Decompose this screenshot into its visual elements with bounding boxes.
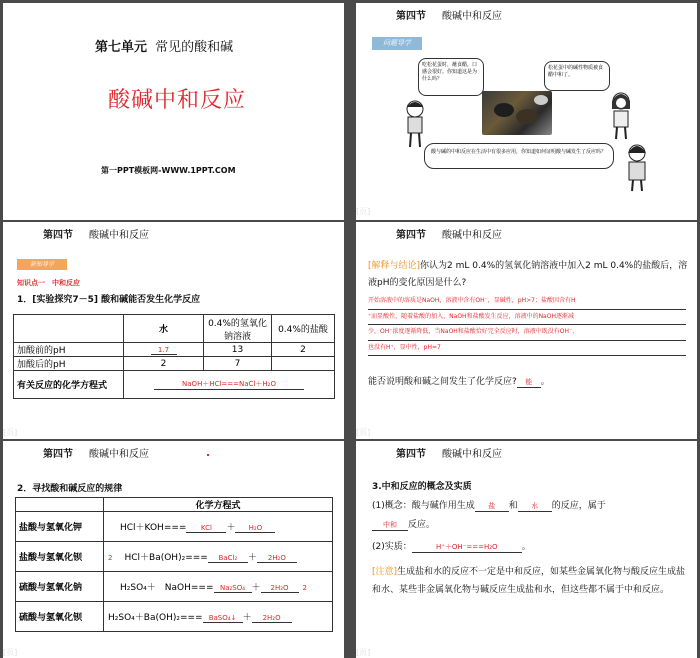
page-number: 4 [687,425,693,435]
slide-indicator: [页] [3,428,18,437]
table-row [14,357,335,371]
section-title: 酸碱中和反应 [89,449,149,460]
question2-end: 。 [540,377,550,387]
row-label: 加酸后的pH [14,357,124,371]
page-number: 1 [333,204,339,214]
section-title: 酸碱中和反应 [442,449,502,460]
slide-4-thumbnail[interactable] [356,222,697,439]
slide-5-thumbnail[interactable] [3,441,344,658]
equation-lhs: H₂SO₄＋Ba(OH)₂=== [108,613,203,623]
unit-label: 第七单元 [95,40,148,55]
plus-sign: ＋ [226,523,236,533]
new-knowledge-badge [17,259,67,270]
teacher-illustration [620,143,654,193]
section-number: 第四节 [43,449,73,460]
banner-label: 问题导学 [383,39,411,47]
page-number: 2 [687,204,693,214]
salt-blank: 盐 [475,501,509,512]
row-label: 盐酸与氢氧化钾 [16,512,104,542]
unit-title: 常见的酸和碱 [155,40,234,55]
essence-label: (2)实质： [372,542,412,552]
section-title: 酸碱中和反应 [89,230,149,241]
table-header-row [16,498,333,512]
header-blank-cell [16,498,104,512]
concept-text-a: (1)概念：酸与碱作用生成 [372,501,475,511]
bubble-bottom-text: 酸与碱的中和反应在生活中有很多应用，你知道如何证明酸与碱发生了反应吗？ [431,149,607,155]
product-blank-1: Na₂SO₄ [214,584,252,593]
slide-header [356,222,697,244]
slide-header [356,3,697,25]
essence-end: 。 [521,542,531,552]
footer-text: 第一PPT模板网-WWW.1PPT.COM [101,166,236,175]
equation-lhs: H₂SO₄＋ NaOH=== [120,583,214,593]
section-title: 酸碱中和反应 [442,11,502,22]
table-row [14,371,335,399]
experiment-table [13,314,335,399]
slide-indicator: [页] [3,648,18,657]
speech-bubble-right [544,61,610,91]
section-number: 第四节 [43,230,73,241]
equations-table [15,497,333,632]
row-label: 硫酸与氢氧化钠 [16,572,104,602]
table-row [16,602,333,632]
lesson-title: 酸碱中和反应 [108,88,247,113]
question-block [368,258,688,292]
slide-indicator: [页] [356,648,371,657]
knowledge-point: 知识点一 中和反应 [17,279,80,287]
concept-heading: 3.中和反应的概念及实质 [372,482,472,492]
note-block [372,563,688,599]
conclusion-tag: [解释与结论] [368,261,421,271]
page-number: 6 [687,646,693,656]
answer-line: 开始溶液中的溶质是NaOH，溶液中含有OH⁻，显碱性，pH>7；盐酸因含有H [368,294,686,310]
table-row [14,343,335,357]
product-blank-2: 2H₂O [261,584,299,593]
page-number: 3 [333,425,339,435]
table-cell: 2 [124,357,204,371]
slide-header [356,441,697,463]
essence-blank: H⁺＋OH⁻===H₂O [412,542,522,553]
concept-line-2 [372,517,435,531]
question2-text: 能否说明酸和碱之间发生了化学反应? [368,377,517,387]
boy-illustration [400,99,430,149]
plus-sign: ＋ [251,583,261,593]
table-row [16,542,333,572]
plus-sign: ＋ [242,613,252,623]
question2-block [368,374,550,388]
coefficient: 2 [108,554,113,562]
product-blank-1: BaSO₄↓ [203,614,243,623]
neutralization-blank: 中和 [372,520,408,531]
century-egg-photo [482,91,552,135]
slide-indicator: [页] [356,207,371,216]
product-blank-1: KCl [186,524,226,533]
slide-header [3,441,344,463]
row-label: 加酸前的pH [14,343,124,357]
plus-sign: ＋ [247,553,257,563]
bubble-right-text: 松花蛋中的碱性物质被食醋中和了。 [548,65,604,78]
experiment-heading: 1．[实验探究7－5] 酸和碱能否发生化学反应 [17,295,201,305]
table-row [16,512,333,542]
banner-ribbon [372,37,422,50]
equation-cell [124,371,335,399]
slide-indicator: [页] [356,428,371,437]
note-text: 生成盐和水的反应不一定是中和反应，如某些金属氧化物与酸反应生成盐和水、某些非金属氧化物与碱反应生成盐和水，但这些都不属于中和反应。 [372,567,686,595]
equation-cell [104,572,333,602]
header-cell: 0.4%的盐酸 [272,315,335,343]
page-number: 5 [333,646,339,656]
unit-heading [95,36,233,55]
concept-text-d: 反应。 [408,520,436,530]
table-header-row [14,315,335,343]
section-number: 第四节 [396,230,426,241]
product-blank-2: 2H₂O [252,614,292,623]
answer-block [368,294,686,356]
header-blank-cell [14,315,124,343]
equation-lhs: HCl＋Ba(OH)₂=== [124,553,208,563]
header-cell: 水 [124,315,204,343]
rule-heading: 2．寻找酸和碱反应的规律 [17,484,123,494]
answer-line: 也没有H⁺，显中性，pH=7 [368,341,686,357]
header-cell: 化学方程式 [104,498,333,512]
badge-label: 新知导学 [29,261,54,268]
equation-answer: NaOH＋HCl===NaCl＋H₂O [154,379,304,390]
concept-line [372,498,606,512]
table-cell: 7 [204,357,272,371]
section-number: 第四节 [396,11,426,22]
section-title: 酸碱中和反应 [442,230,502,241]
row-label: 盐酸与氢氧化钡 [16,542,104,572]
equation-cell [104,542,333,572]
answer-blank: 1.7 [151,346,177,355]
slide-3-thumbnail[interactable] [3,222,344,439]
slide-header [3,222,344,244]
slide-6-thumbnail[interactable] [356,441,697,658]
bubble-left-text: 吃松花蛋时，蘸食醋，口感会很好。你知道这是为什么吗？ [422,62,478,82]
slide-2-thumbnail[interactable] [356,3,697,220]
water-blank: 水 [518,501,552,512]
header-cell: 0.4%的氢氧化钠溶液 [204,315,272,343]
product-blank-1: BaCl₂ [208,554,248,563]
equation-cell [104,512,333,542]
answer-line: ⁺而显酸性，随着盐酸的加入，NaOH和盐酸发生反应，溶液中的NaOH逐渐减 [368,310,686,326]
concept-text-b: 和 [508,501,518,511]
equation-lhs: HCl＋KOH=== [120,523,187,533]
coefficient: 2 [302,584,307,592]
answer2-blank: 能 [517,377,541,388]
table-row [16,572,333,602]
essence-line [372,539,531,553]
girl-illustration [606,91,636,141]
row-label: 有关反应的化学方程式 [14,371,124,399]
question-text: 你认为2 mL 0.4%的氢氧化钠溶液中加入2 mL 0.4%的盐酸后，溶液pH的变化原因是什么? [368,261,688,288]
table-cell: 13 [204,343,272,357]
product-blank-2: 2H₂O [257,554,297,563]
red-dot [207,454,209,456]
equation-cell [104,602,333,632]
table-cell: 2 [272,343,335,357]
product-blank-2: H₂O [235,524,275,533]
speech-bubble-left [418,58,484,96]
section-number: 第四节 [396,449,426,460]
table-cell [124,343,204,357]
slide-1-thumbnail[interactable] [3,3,344,220]
table-cell [272,357,335,371]
note-tag: [注意] [372,567,398,577]
speech-bubble-bottom [424,143,614,169]
answer-line: 少，OH⁻浓度逐渐降低，当NaOH和盐酸恰好完全反应时，溶液中既没有OH⁻， [368,325,686,341]
row-label: 硫酸与氢氧化钡 [16,602,104,632]
concept-text-c: 的反应，属于 [551,501,606,511]
